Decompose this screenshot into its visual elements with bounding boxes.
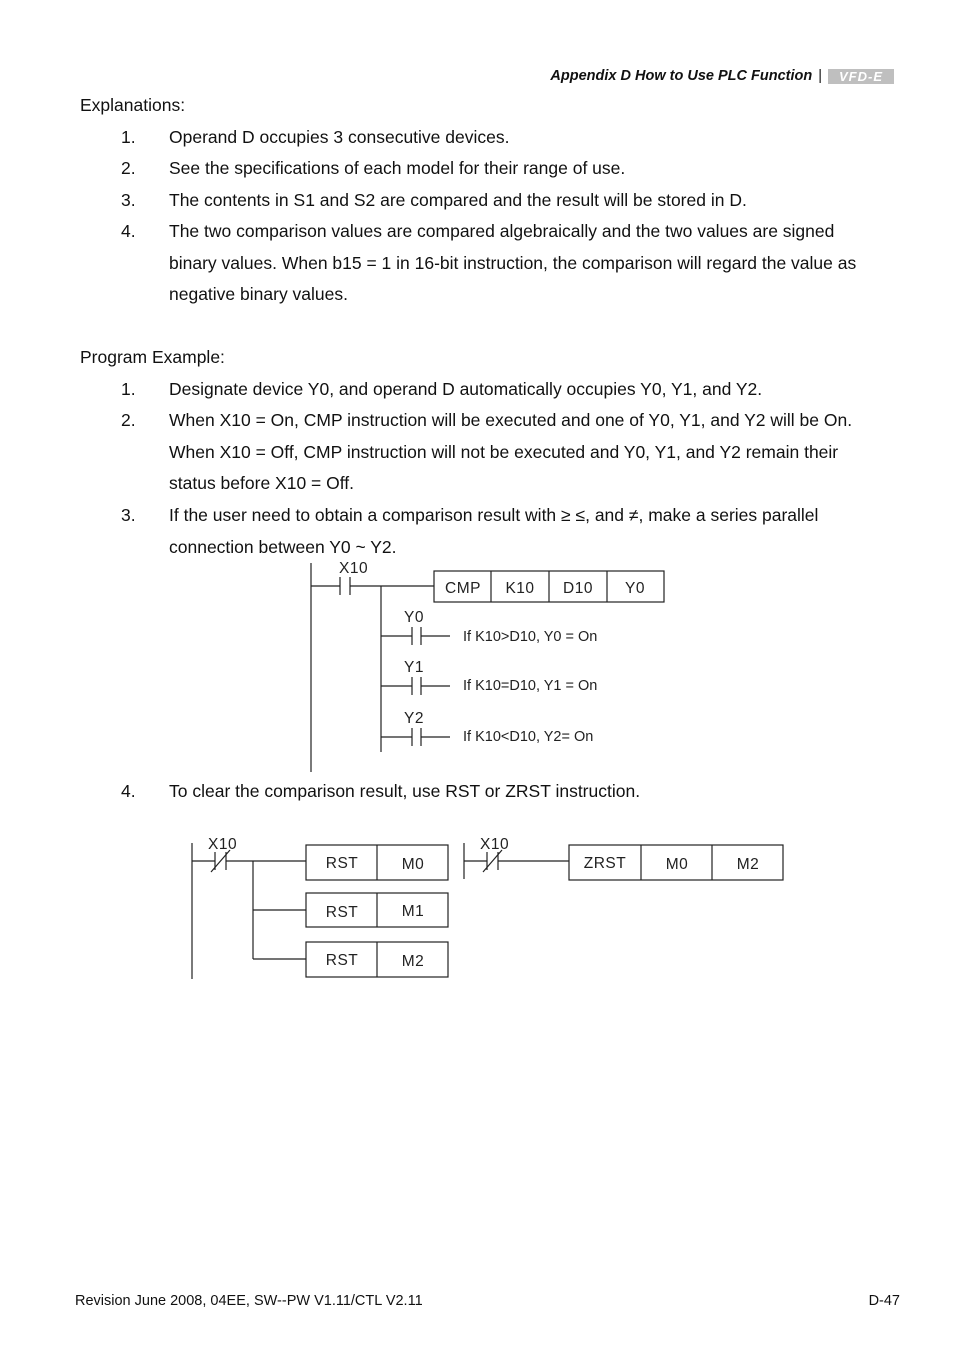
item-number: 2. xyxy=(121,410,136,430)
cmp-box-s2: D10 xyxy=(563,580,593,597)
cmp-box-s1: K10 xyxy=(505,580,535,597)
rst-arg-3: M2 xyxy=(401,953,425,970)
zrst-arg-1: M0 xyxy=(665,856,689,873)
cmp-box-cmd: CMP xyxy=(445,580,481,597)
item-number: 3. xyxy=(121,190,136,210)
item-text: Operand D occupies 3 consecutive devices. xyxy=(169,127,510,147)
header-separator: | xyxy=(818,68,822,84)
item-number: 3. xyxy=(121,505,136,525)
footer-revision: Revision June 2008, 04EE, SW--PW V1.11/CTL V2.11 xyxy=(75,1293,423,1309)
output-note-y2: If K10<D10, Y2= On xyxy=(463,729,594,745)
rst-cmd-2: RST xyxy=(325,904,359,921)
output-note-y1: If K10=D10, Y1 = On xyxy=(463,678,598,694)
item-text-line: When X10 = Off, CMP instruction will not be executed and Y0, Y1, and Y2 remain their xyxy=(169,441,839,462)
output-label-y0: Y0 xyxy=(404,609,424,626)
contact-label-x10: X10 xyxy=(339,560,369,577)
rst-cmd-3: RST xyxy=(325,952,359,969)
output-label-y1: Y1 xyxy=(404,659,424,676)
item-number: 4. xyxy=(121,221,136,241)
item-text: To clear the comparison result, use RST or ZRST instruction. xyxy=(169,781,641,801)
explanations-heading: Explanations: xyxy=(80,95,186,115)
vfd-e-logo: VFD-E xyxy=(828,69,894,84)
footer-page-number: D-47 xyxy=(868,1293,900,1309)
item-text: The contents in S1 and S2 are compared and the result will be stored in D. xyxy=(169,190,747,210)
rst-arg-2: M1 xyxy=(401,903,425,920)
item-text-line: The two comparison values are compared algebraically and the two values are signed xyxy=(169,221,835,241)
header-title: Appendix D How to Use PLC Function xyxy=(550,68,813,84)
rst-arg-1: M0 xyxy=(401,856,425,873)
item-number: 1. xyxy=(121,127,136,147)
output-note-y0: If K10>D10, Y0 = On xyxy=(463,629,598,645)
item-number: 1. xyxy=(121,379,136,399)
item-text-line: status before X10 = Off. xyxy=(169,473,354,493)
cmp-box-d: Y0 xyxy=(625,580,645,597)
item-text-line: connection between Y0 ~ Y2. xyxy=(169,536,397,557)
item-number: 4. xyxy=(121,781,136,801)
output-label-y2: Y2 xyxy=(404,710,424,727)
item-text-line: binary values. When b15 = 1 in 16-bit instruction, the comparison will regard the value as xyxy=(169,252,857,273)
contact-label-x10-left: X10 xyxy=(208,836,238,853)
item-text-line: negative binary values. xyxy=(169,284,348,304)
contact-label-x10-right: X10 xyxy=(480,836,510,853)
item-text-line: If the user need to obtain a comparison result with ≥ ≤, and ≠, make a series parallel xyxy=(169,505,819,525)
zrst-cmd: ZRST xyxy=(583,855,627,872)
item-number: 2. xyxy=(121,158,136,178)
item-text-line: When X10 = On, CMP instruction will be executed and one of Y0, Y1, and Y2 will be On. xyxy=(169,410,853,430)
rst-cmd-1: RST xyxy=(325,855,359,872)
item-text: Designate device Y0, and operand D automatically occupies Y0, Y1, and Y2. xyxy=(169,379,763,399)
zrst-arg-2: M2 xyxy=(736,856,760,873)
item-text: See the specifications of each model for their range of use. xyxy=(169,158,626,178)
program-example-heading: Program Example: xyxy=(80,347,225,367)
